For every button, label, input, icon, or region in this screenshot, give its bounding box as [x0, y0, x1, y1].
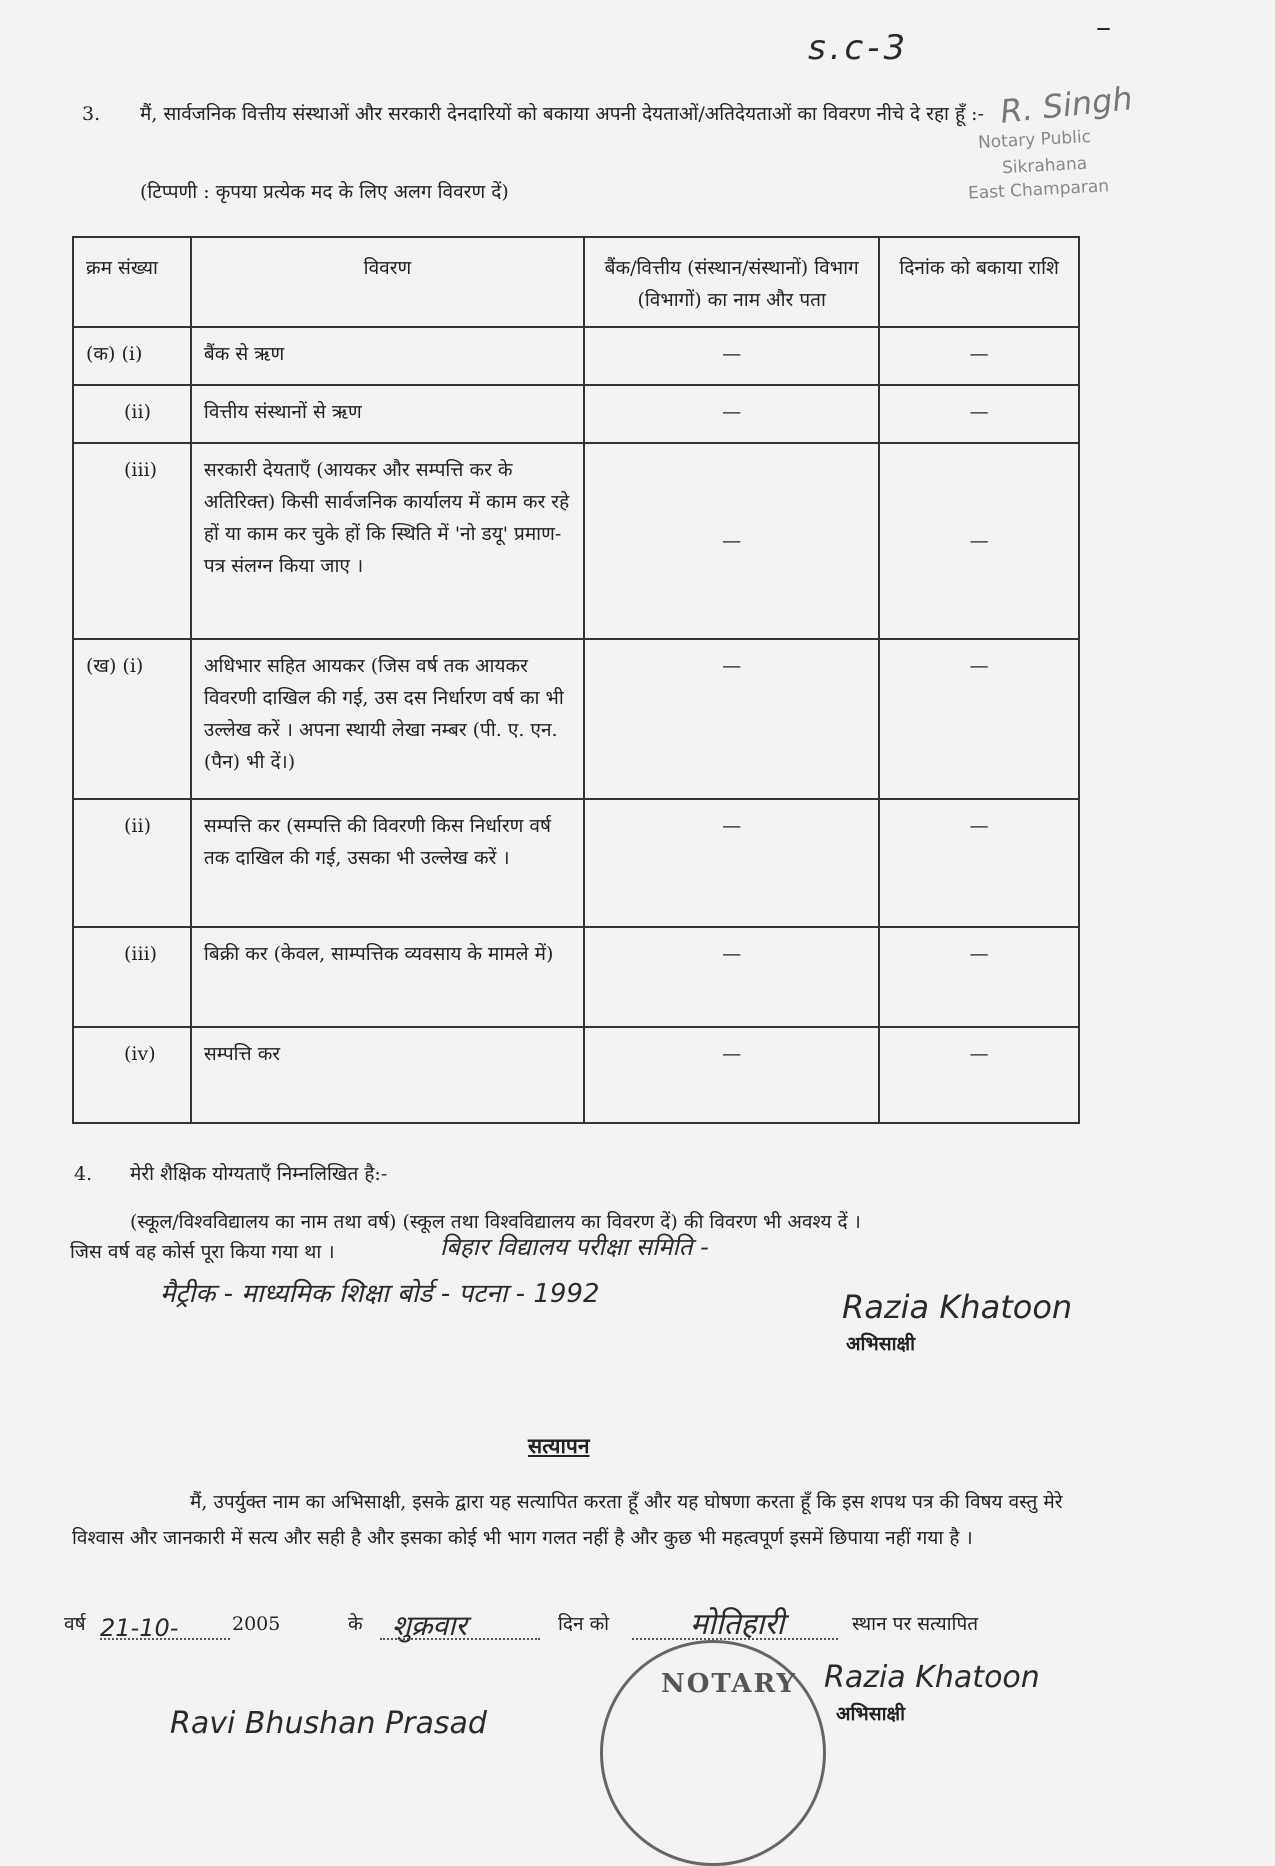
- date-handwritten: 21-10-: [100, 1614, 179, 1642]
- table-row: [73, 639, 1079, 799]
- qualification-handwritten-1: बिहार विद्यालय परीक्षा समिति -: [440, 1233, 709, 1261]
- row-details: अधिभार सहित आयकर (जिस वर्ष तक आयकर विवरणी दाखिल की गई, उस दस निर्धारण वर्ष का भी उल्लेख करें । अपना स्थायी लेखा नम्बर (पी. ए. एन. (पैन) भी दें।): [191, 639, 584, 799]
- notary-line3: East Champaran: [967, 176, 1110, 204]
- page-code: s.c-3: [808, 28, 910, 68]
- row-bank: [584, 327, 879, 385]
- row-details: सम्पत्ति कर (सम्पत्ति की विवरणी किस निर्धारण वर्ष तक दाखिल की गई, उसका भी उल्लेख करें ।: [191, 799, 584, 927]
- row-bank: [584, 639, 879, 799]
- table-header-row: [73, 237, 1079, 327]
- bank-dash: —: [722, 815, 742, 837]
- place-label: स्थान पर सत्यापित: [852, 1613, 979, 1635]
- year-printed: 2005: [232, 1613, 281, 1635]
- notary-line2: Sikrahana: [1001, 153, 1088, 179]
- witness-signature: Ravi Bhushan Prasad: [170, 1706, 487, 1741]
- day-handwritten: शुक्रवार: [392, 1609, 467, 1642]
- deponent-label-1: अभिसाक्षी: [846, 1333, 916, 1355]
- row-details: बैंक से ऋण: [191, 327, 584, 385]
- ke-label: के: [348, 1613, 363, 1635]
- row-details: सरकारी देयताएँ (आयकर और सम्पत्ति कर के अतिरिक्त) किसी सार्वजनिक कार्यालय में काम कर रहे हों या काम कर चुके हों कि स्थिति में 'नो डयू' प्रमाण-पत्र संलग्न किया जाए ।: [191, 443, 584, 639]
- row-bank: [584, 799, 879, 927]
- table-row: [73, 1027, 1079, 1123]
- row-details: बिक्री कर (केवल, साम्पत्तिक व्यवसाय के मामले में): [191, 927, 584, 1027]
- notary-stamp: [600, 1640, 826, 1866]
- row-amount: [879, 799, 1079, 927]
- row-sno: (क) (i): [73, 327, 191, 385]
- row-sno: (iii): [73, 443, 191, 639]
- qualification-handwritten-2: मैट्रीक - माध्यमिक शिक्षा बोर्ड - पटना - 1992: [160, 1279, 600, 1309]
- row-amount: [879, 1027, 1079, 1123]
- section4-line2: जिस वर्ष वह कोर्स पूरा किया गया था ।: [70, 1241, 335, 1263]
- verification-text: मैं, उपर्युक्त नाम का अभिसाक्षी, इसके द्वारा यह सत्यापित करता हूँ और यह घोषणा करता हूँ कि इस शपथ पत्र की विषय वस्तु मेरे विश्वास और जानकारी में सत्य और सही है और इसका कोई भी भाग गलत नहीं है और कुछ भी महत्वपूर्ण इसमें छिपाया नहीं गया है ।: [72, 1491, 1063, 1549]
- header-bank: बैंक/वित्तीय (संस्थान/संस्थानों) विभाग (विभागों) का नाम और पता: [584, 237, 879, 327]
- row-sno: (ii): [73, 385, 191, 443]
- date-dotted-line: [100, 1612, 230, 1640]
- row-sno: (iii): [73, 927, 191, 1027]
- row-bank: [584, 385, 879, 443]
- section4-line1: (स्कूल/विश्वविद्यालय का नाम तथा वर्ष) (स्कूल तथा विश्वविद्यालय का विवरण दें) की विवरण भी अवश्य दें ।: [130, 1211, 861, 1233]
- bank-dash: —: [722, 343, 742, 365]
- row-amount: [879, 327, 1079, 385]
- amount-dash: —: [969, 943, 989, 965]
- row-sno: (ii): [73, 799, 191, 927]
- table-row: [73, 327, 1079, 385]
- deponent-signature-1: Razia Khatoon: [842, 1288, 1073, 1326]
- place-handwritten: मोतिहारी: [690, 1607, 785, 1642]
- notary-signature: R. Singh: [998, 79, 1135, 131]
- table-row: [73, 927, 1079, 1027]
- verification-title: सत्यापन: [528, 1434, 590, 1458]
- amount-dash: —: [969, 655, 989, 677]
- header-sno: क्रम संख्या: [73, 237, 191, 327]
- row-amount: [879, 639, 1079, 799]
- table-row: [73, 385, 1079, 443]
- deponent-signature-2: Razia Khatoon: [824, 1660, 1040, 1695]
- row-sno: (ख) (i): [73, 639, 191, 799]
- amount-dash: —: [969, 401, 989, 423]
- din-ko-label: दिन को: [558, 1613, 610, 1635]
- row-amount: [879, 927, 1079, 1027]
- deponent-label-2: अभिसाक्षी: [836, 1703, 906, 1725]
- debts-table: [72, 236, 1080, 1124]
- row-bank: [584, 1027, 879, 1123]
- bank-dash: —: [722, 943, 742, 965]
- bank-dash: —: [722, 401, 742, 423]
- table-row: [73, 799, 1079, 927]
- bank-dash: —: [722, 655, 742, 677]
- section3-number: 3.: [82, 103, 101, 125]
- notary-stamp-text: NOTARY: [661, 1669, 797, 1699]
- amount-dash: —: [969, 815, 989, 837]
- amount-dash: —: [969, 343, 989, 365]
- row-sno: (iv): [73, 1027, 191, 1123]
- header-details: विवरण: [191, 237, 584, 327]
- bank-dash: —: [722, 530, 742, 552]
- section3-text: मैं, सार्वजनिक वित्तीय संस्थाओं और सरकारी देनदारियों को बकाया अपनी देयताओं/अतिदेयताओं का विवरण नीचे दे रहा हूँ :-: [140, 103, 984, 125]
- notary-line1: Notary Public: [977, 127, 1092, 153]
- row-amount: [879, 443, 1079, 639]
- amount-dash: —: [969, 530, 989, 552]
- section3-note: (टिप्पणी : कृपया प्रत्येक मद के लिए अलग विवरण दें): [140, 181, 509, 203]
- corner-dash: –: [1096, 10, 1111, 45]
- year-label: वर्ष: [64, 1613, 86, 1635]
- section4-number: 4.: [74, 1163, 93, 1185]
- row-details: वित्तीय संस्थानों से ऋण: [191, 385, 584, 443]
- row-bank: [584, 927, 879, 1027]
- day-dotted-line: [380, 1612, 540, 1640]
- place-dotted-line: [632, 1612, 838, 1640]
- row-bank: [584, 443, 879, 639]
- section4-title: मेरी शैक्षिक योग्यताएँ निम्नलिखित है:-: [130, 1163, 388, 1185]
- header-amount: दिनांक को बकाया राशि: [879, 237, 1079, 327]
- table-row: [73, 443, 1079, 639]
- bank-dash: —: [722, 1043, 742, 1065]
- row-details: सम्पत्ति कर: [191, 1027, 584, 1123]
- row-amount: [879, 385, 1079, 443]
- amount-dash: —: [969, 1043, 989, 1065]
